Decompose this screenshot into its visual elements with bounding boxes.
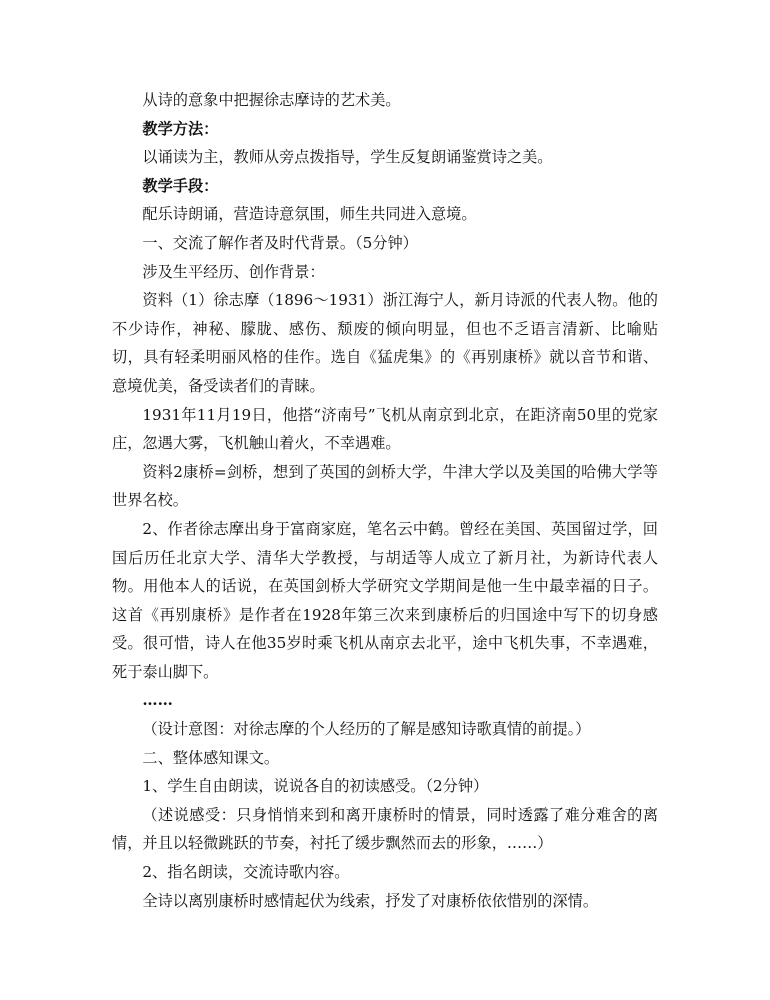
paragraph-teaching-method: 以诵读为主，教师从旁点拨指导，学生反复朗诵鉴赏诗之美。 — [142, 148, 553, 167]
paragraph-material-2: 资料2康桥=剑桥，想到了英国的剑桥大学，牛津大学以及美国的哈佛大学等世界名校。 — [112, 462, 658, 510]
heading-teaching-method: 教学方法： — [142, 119, 219, 138]
heading-teaching-means: 教学手段： — [142, 176, 219, 195]
paragraph-objective: 从诗的意象中把握徐志摩诗的艺术美。 — [142, 91, 401, 109]
paragraph-teaching-means: 配乐诗朗诵，营造诗意氛围，师生共同进入意境。 — [142, 205, 477, 224]
document-body — [112, 86, 658, 915]
section-heading-overall: 二、整体感知课文。 — [142, 748, 280, 767]
paragraph-death-date: 1931年11月19日，他搭“济南号”飞机从南京到北京，在距济南50里的党家庄，忽遇大雾，飞机触山着火，不幸遇难。 — [112, 405, 658, 453]
paragraph-summary: 全诗以离别康桥时感情起伏为线索，抒发了对康桥依依惜别的深情。 — [142, 891, 599, 910]
paragraph-step-2: 2、指名朗读，交流诗歌内容。 — [142, 863, 350, 882]
paragraph-feelings: （述说感受：只身悄悄来到和离开康桥时的情景，同时透露了难分难舍的离情，并且以轻微跳跃的节奏，衬托了缓步飘然而去的形象，……） — [112, 805, 658, 853]
ellipsis: …… — [142, 691, 173, 710]
paragraph-step-1: 1、学生自由朗读，说说各自的初读感受。（2分钟） — [142, 777, 489, 796]
section-heading-background: 一、交流了解作者及时代背景。（5分钟） — [142, 233, 418, 252]
paragraph-design-intent: （设计意图：对徐志摩的个人经历的了解是感知诗歌真情的前提。） — [142, 720, 591, 739]
paragraph-author-bio: 2、作者徐志摩出身于富商家庭，笔名云中鹤。曾经在美国、英国留过学，回国后历任北京大学、清华大学教授，与胡适等人成立了新月社，为新诗代表人物。用他本人的话说，在英国剑桥大学研究文学期间是他一生中最幸福的日子。这首《再别康桥》是作者在1928年第三次来到康桥后的归国途中写下的切身感受。很可惜，诗人在他35岁时乘飞机从南京去北平，途中飞机失事，不幸遇难，死于泰山脚下。 — [112, 519, 658, 681]
paragraph-material-1: 资料（1）徐志摩（1896～1931）浙江海宁人，新月诗派的代表人物。他的不少诗作，神秘、朦胧、感伤、颓废的倾向明显，但也不乏语言清新、比喻贴切，具有轻柔明丽风格的佳作。选自《猛虎集》的《再别康桥》就以音节和谐、意境优美，备受读者们的青睐。 — [112, 291, 658, 395]
paragraph-background-intro: 涉及生平经历、创作背景： — [142, 262, 325, 281]
